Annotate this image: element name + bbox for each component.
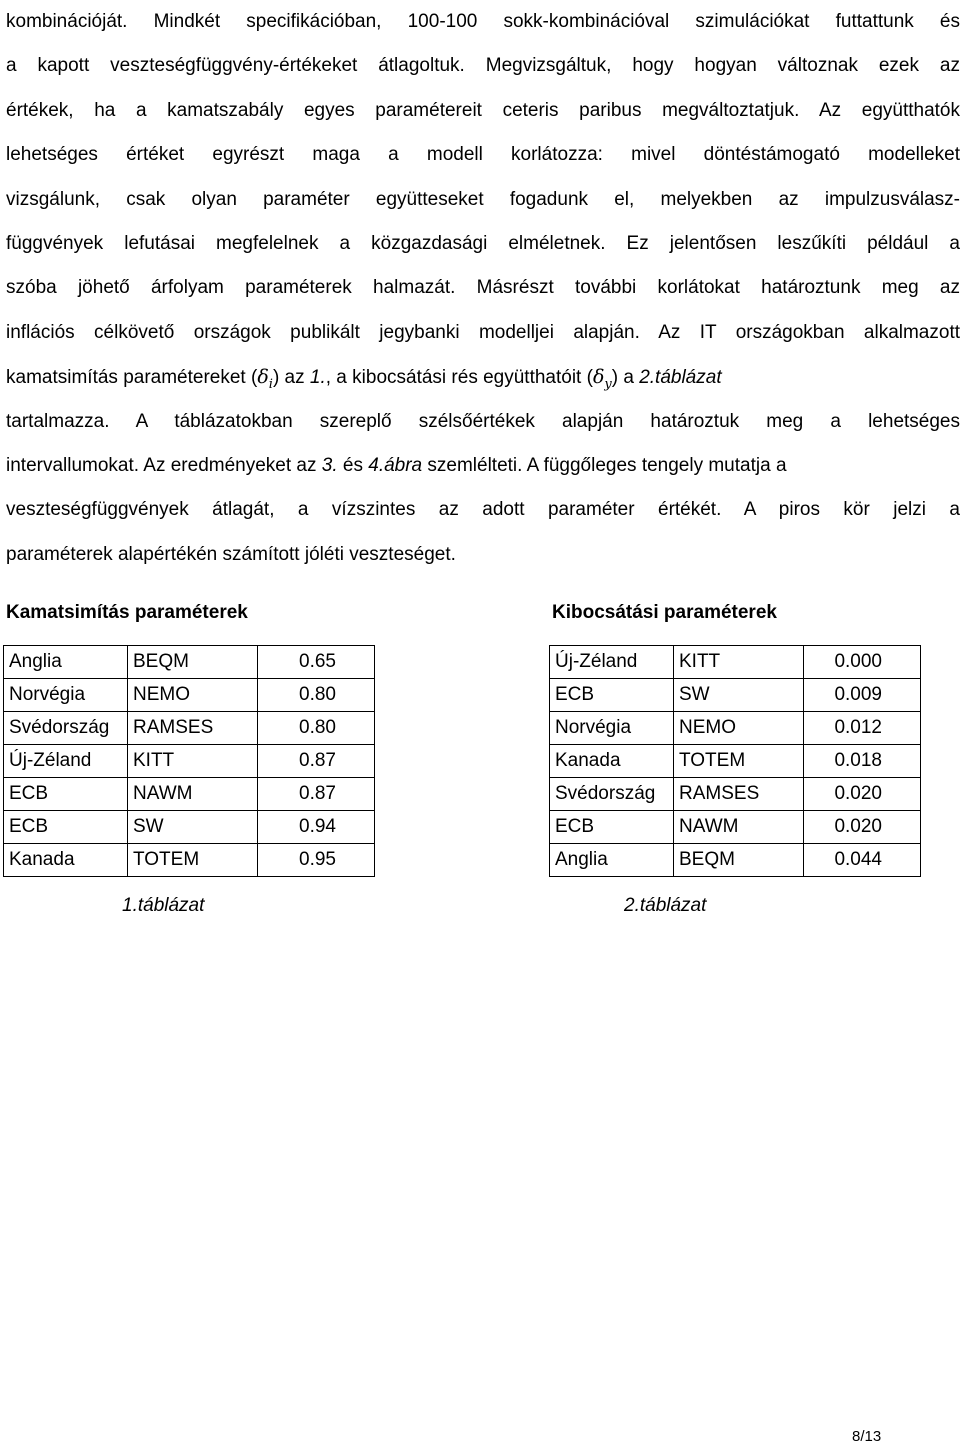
paragraph-line: kombinációját. Mindkét specifikációban, 100-100 sokk-kombinációval szimulációkat futtattunk és bbox=[6, 11, 960, 32]
model-cell: RAMSES bbox=[674, 778, 804, 811]
country-cell: Új-Zéland bbox=[4, 745, 128, 778]
table-row bbox=[550, 679, 921, 712]
paragraph-line: szóba jöhető árfolyam paraméterek halmazát. Másrészt további korlátokat határoztunk meg az bbox=[6, 277, 960, 299]
model-cell: BEQM bbox=[128, 646, 258, 679]
paragraph-line-refs: intervallumokat. Az eredményeket az 3. és 4.ábra szemlélteti. A függőleges tengely mutatja a bbox=[6, 454, 787, 476]
model-cell: SW bbox=[674, 679, 804, 712]
page-number: 8/13 bbox=[852, 1428, 882, 1445]
country-cell: Svédország bbox=[4, 712, 128, 745]
model-cell: NEMO bbox=[128, 679, 258, 712]
value-cell: 0.87 bbox=[258, 778, 375, 811]
table-ref: 1. bbox=[309, 367, 326, 389]
table-row bbox=[4, 679, 375, 712]
paragraph-line: függvények lefutásai megfelelnek a közgazdasági elméletnek. Ez jelentősen leszűkíti például a bbox=[6, 232, 960, 254]
country-cell: Svédország bbox=[550, 778, 674, 811]
table2-caption: 2.táblázat bbox=[624, 895, 707, 916]
paragraph-line: inflációs célkövető országok publikált jegybanki modelljei alapján. Az IT országokban alkalmazott bbox=[6, 321, 960, 343]
table2-heading: Kibocsátási paraméterek bbox=[552, 602, 777, 623]
table-row bbox=[4, 712, 375, 745]
country-cell: Anglia bbox=[550, 844, 674, 877]
paragraph-line: lehetséges értéket egyrészt maga a modell korlátozza: mivel döntéstámogató modelleket bbox=[6, 144, 960, 166]
country-cell: Norvégia bbox=[550, 712, 674, 745]
table-row bbox=[550, 844, 921, 877]
paragraph-line: tartalmazza. A táblázatokban szereplő szélsőértékek alapján határoztuk meg a lehetséges bbox=[6, 410, 960, 432]
delta-y-symbol: $\delta_y$ bbox=[592, 366, 612, 392]
table-row bbox=[4, 811, 375, 844]
value-cell: 0.65 bbox=[258, 646, 375, 679]
country-cell: Anglia bbox=[4, 646, 128, 679]
paragraph-line: vizsgálunk, csak olyan paraméter együtteseket fogadunk el, melyekben az impulzusválasz- bbox=[6, 188, 960, 210]
country-cell: ECB bbox=[550, 679, 674, 712]
table2 bbox=[549, 645, 921, 877]
model-cell: NEMO bbox=[674, 712, 804, 745]
delta-i-symbol: $\delta_i$ bbox=[257, 366, 273, 392]
country-cell: Új-Zéland bbox=[550, 646, 674, 679]
value-cell: 0.018 bbox=[804, 745, 921, 778]
table-row bbox=[4, 646, 375, 679]
model-cell: BEQM bbox=[674, 844, 804, 877]
country-cell: ECB bbox=[550, 811, 674, 844]
paragraph-line: értékek, ha a kamatszabály egyes paramétereit ceteris paribus megváltoztatjuk. Az együtthatók bbox=[6, 99, 960, 121]
model-cell: TOTEM bbox=[128, 844, 258, 877]
country-cell: ECB bbox=[4, 811, 128, 844]
value-cell: 0.000 bbox=[804, 646, 921, 679]
paragraph-line-math: kamatsimítás paramétereket $(\delta_i)$ az 1., a kibocsátási rés együtthatóit $(\delta_y)$ a 2.táblázat bbox=[6, 366, 722, 392]
model-cell: TOTEM bbox=[674, 745, 804, 778]
value-cell: 0.020 bbox=[804, 811, 921, 844]
country-cell: Norvégia bbox=[4, 679, 128, 712]
model-cell: KITT bbox=[128, 745, 258, 778]
table-row bbox=[550, 811, 921, 844]
table-row bbox=[550, 712, 921, 745]
table-row bbox=[4, 844, 375, 877]
paragraph-line: paraméterek alapértékén számított jóléti veszteséget. bbox=[6, 543, 456, 565]
value-cell: 0.87 bbox=[258, 745, 375, 778]
value-cell: 0.94 bbox=[258, 811, 375, 844]
model-cell: NAWM bbox=[674, 811, 804, 844]
table-ref: 2.táblázat bbox=[639, 367, 722, 389]
value-cell: 0.009 bbox=[804, 679, 921, 712]
value-cell: 0.80 bbox=[258, 712, 375, 745]
table-row bbox=[550, 778, 921, 811]
value-cell: 0.012 bbox=[804, 712, 921, 745]
table1-heading: Kamatsimítás paraméterek bbox=[6, 602, 248, 623]
model-cell: NAWM bbox=[128, 778, 258, 811]
country-cell: Kanada bbox=[4, 844, 128, 877]
table1 bbox=[3, 645, 375, 877]
table-row bbox=[4, 745, 375, 778]
table1-caption: 1.táblázat bbox=[122, 895, 205, 916]
paragraph-line: a kapott veszteségfüggvény-értékeket átlagoltuk. Megvizsgáltuk, hogy hogyan változnak ezek az bbox=[6, 55, 960, 77]
country-cell: Kanada bbox=[550, 745, 674, 778]
model-cell: KITT bbox=[674, 646, 804, 679]
model-cell: RAMSES bbox=[128, 712, 258, 745]
value-cell: 0.80 bbox=[258, 679, 375, 712]
model-cell: SW bbox=[128, 811, 258, 844]
figure-ref: 3. bbox=[321, 454, 338, 476]
table-row bbox=[4, 778, 375, 811]
value-cell: 0.044 bbox=[804, 844, 921, 877]
table-row bbox=[550, 745, 921, 778]
value-cell: 0.020 bbox=[804, 778, 921, 811]
figure-ref: 4.ábra bbox=[368, 454, 423, 476]
body-paragraph bbox=[6, 0, 960, 577]
paragraph-line: veszteségfüggvények átlagát, a vízszintes az adott paraméter értékét. A piros kör jelzi a bbox=[6, 499, 960, 521]
table-row bbox=[550, 646, 921, 679]
country-cell: ECB bbox=[4, 778, 128, 811]
value-cell: 0.95 bbox=[258, 844, 375, 877]
